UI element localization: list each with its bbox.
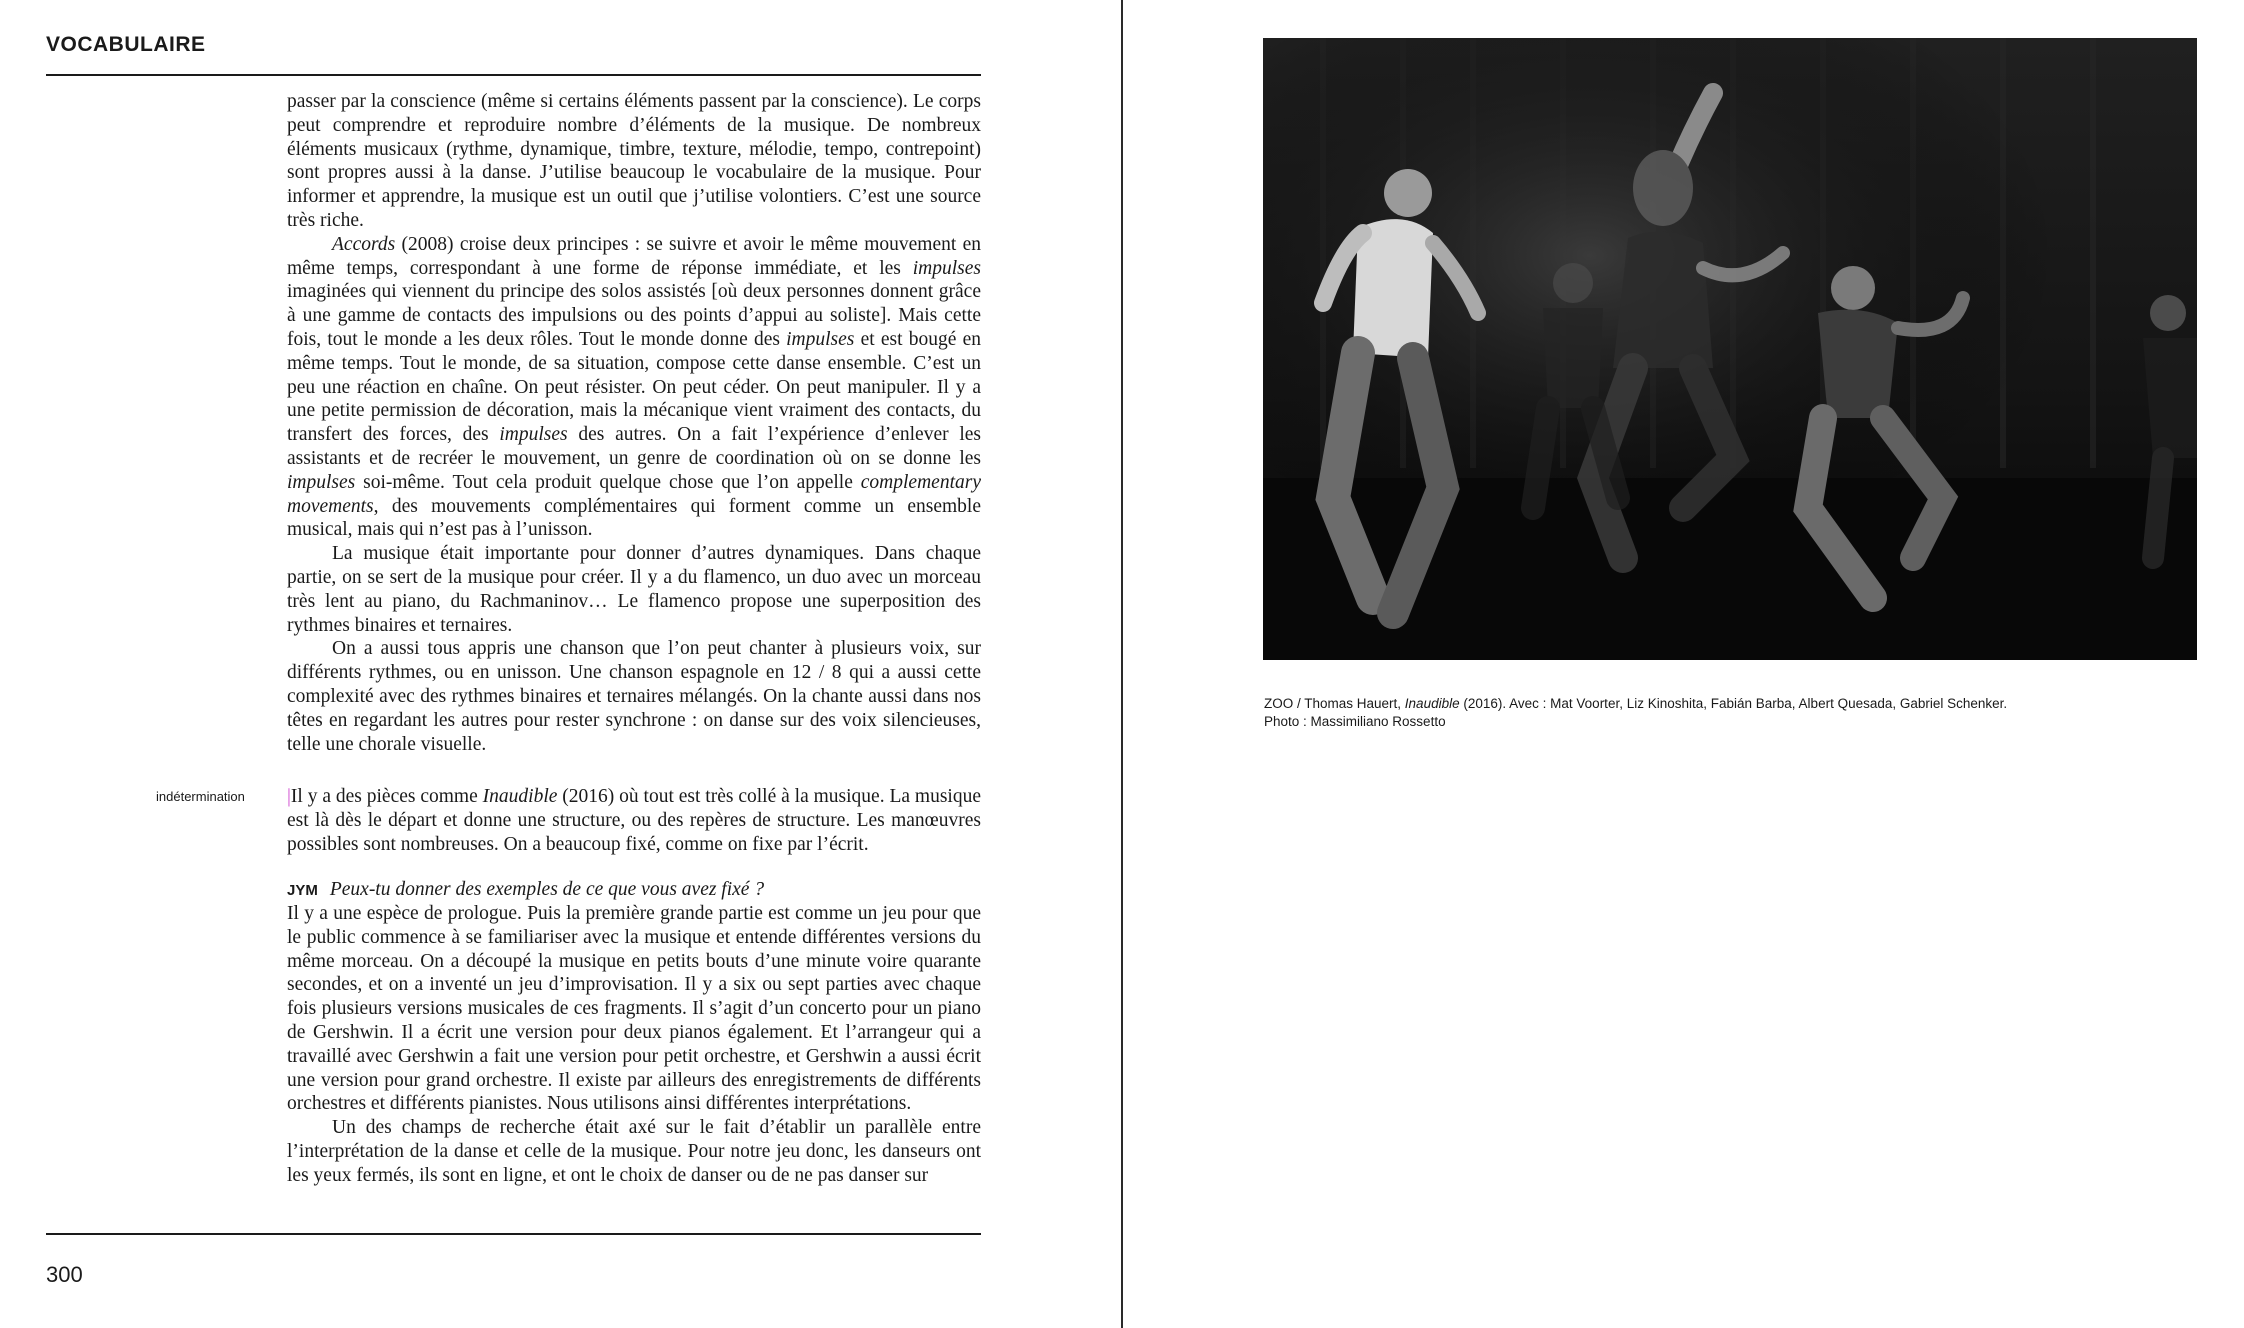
photo-credit: Photo : Massimiliano Rossetto: [1264, 714, 1446, 729]
dance-photo: [1263, 38, 2197, 660]
marker-icon: |: [287, 786, 291, 807]
paragraph: Il y a une espèce de prologue. Puis la première grande partie est comme un jeu pour que le public commence à se familiariser avec la musique et entende différentes versions du même morceau. On a découpé la musique en petits bouts d’une minute voire quarante secondes, et on a inventé un jeu d’improvisation. Il y a six ou sept parties avec chaque fois plusieurs versions musicales de ces fragments. Il s’agit d’un concerto pour un piano de Gershwin. Il a écrit une version pour deux pianos également. Et l’arrangeur qui a travaillé avec Gershwin a fait une version pour petit orchestre, et Gershwin a aussi écrit une version pour grand orchestre. Il existe par ailleurs des enregistrements de différents orchestres et différents pianistes. Nous utilisons ainsi différentes interprétations.: [287, 903, 981, 1115]
text-block-1: [287, 90, 981, 756]
page-gutter: [1121, 0, 1123, 1328]
paragraph: On a aussi tous appris une chanson que l’on peut chanter à plusieurs voix, sur différents rythmes, ou en unisson. Une chanson espagnole en 12 / 8 qui a aussi cette complexité avec des rythmes binaires et ternaires mélangés. On la chante aussi dans nos têtes en regardant les autres pour rester synchrone : on danse sur des voix silencieuses, telle une chorale visuelle.: [287, 638, 981, 755]
paragraph: Un des champs de recherche était axé sur le fait d’établir un parallèle entre l’interprétation de la danse et celle de la musique. Pour notre jeu donc, les danseurs ont les yeux fermés, ils sont en ligne, et ont le choix de danser ou de ne pas danser sur: [287, 1117, 981, 1186]
paragraph: Accords (2008) croise deux principes : se suivre et avoir le même mouvement en même temps, correspondant à une forme de réponse immédiate, et les impulses imaginées qui viennent du principe des solos assistés [où deux personnes donnent grâce à une gamme de contacts des impulsions ou des points d’appui au soliste]. Mais cette fois, tout le monde a les deux rôles. Tout le monde donne des impulses et est bougé en même temps. Tout le monde, de sa situation, compose cette danse ensemble. C’est un peu une réaction en chaîne. On peut résister. On peut céder. On peut manipuler. Il y a une petite permission de décoration, mais la mécanique vient vraiment des contacts, du transfert des forces, des impulses des autres. On a fait l’expérience d’enlever les assistants et de recréer le mouvement, un genre de coordination où on se donne les impulses soi-même. Tout cela produit quelque chose que l’on appelle complementary movements, des mouvements complémentaires qui forment comme un ensemble musical, mais qui n’est pas à l’unisson.: [287, 233, 982, 541]
speaker-label: JYM: [287, 882, 318, 899]
interview-question: [287, 878, 981, 903]
top-rule: [46, 74, 981, 76]
photo-illustration: [1263, 38, 2197, 660]
text-block-2: [287, 785, 981, 856]
question-text: Peux-tu donner des exemples de ce que vous avez fixé ?: [329, 879, 765, 900]
paragraph: |Il y a des pièces comme Inaudible (2016) où tout est très collé à la musique. La musique est là dès le départ et donne une structure, ou des repères de structure. Les manœuvres possibles sont nombreuses. On a beaucoup fixé, comme on fixe par l’écrit.: [287, 786, 981, 855]
page-number: 300: [46, 1262, 83, 1287]
section-header: VOCABULAIRE: [46, 33, 206, 56]
margin-note: indétermination: [156, 789, 245, 804]
text-block-3: [287, 902, 981, 1188]
paragraph: passer par la conscience (même si certains éléments passent par la conscience). Le corps peut comprendre et reproduire nombre d’éléments de la musique. De nombreux éléments musicaux (rythme, dynamique, timbre, texture, mélodie, tempo, contrepoint) sont propres aussi à la danse. J’utilise beaucoup le vocabulaire de la musique. Pour informer et apprendre, la musique est un outil que j’utilise volontiers. C’est une source très riche.: [287, 91, 981, 231]
paragraph: La musique était importante pour donner d’autres dynamiques. Dans chaque partie, on se sert de la musique pour créer. Il y a du flamenco, un duo avec un morceau très lent au piano, du Rachmaninov… Le flamenco propose une superposition des rythmes binaires et ternaires.: [287, 543, 981, 636]
photo-caption: ZOO / Thomas Hauert, Inaudible (2016). Avec : Mat Voorter, Liz Kinoshita, Fabián Barba, Albert Quesada, Gabriel Schenker. Photo : Massimiliano Rossetto: [1264, 695, 2164, 731]
bottom-rule: [46, 1233, 981, 1235]
